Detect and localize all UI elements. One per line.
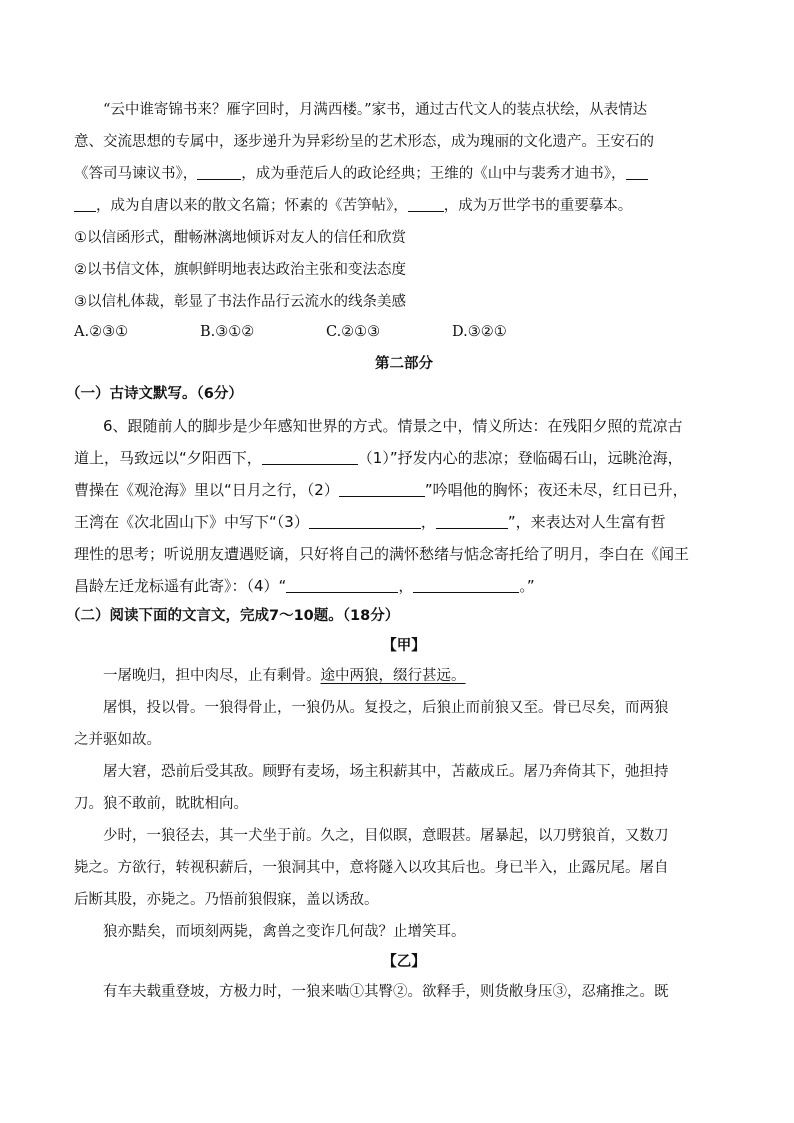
text-segment: ”吟唱他的胸怀；夜还未尽，红日已升， (424, 481, 688, 499)
answer-blank-1 (262, 450, 358, 465)
option-c: C.②①③ (326, 324, 381, 340)
text-segment: 。” (519, 577, 535, 595)
yi-paragraph-1: 有车夫载重登坡，方极力时，一狼来啮①其臀②。欲释手，则货敝身压③，忍痛推之。既 (103, 984, 669, 1000)
text-segment: 一屠晚归，担中肉尽，止有剩骨。 (103, 668, 321, 684)
jia-paragraph-2-line-1: 屠惧，投以骨。一狼得骨止，一狼仍从。复投之，后狼止而前狼又至。骨已尽矣，而两狼 (103, 700, 669, 716)
section1-title: （一）古诗文默写。（6分） (66, 386, 243, 402)
underlined-sentence: 途中两狼，缀行甚远。 (320, 668, 466, 684)
answer-blank-4b (413, 578, 519, 593)
q5-item-2: ②以书信文体，旗帜鲜明地表达政治主张和变法态度 (74, 262, 406, 278)
q6-line-6 (74, 576, 734, 596)
q5-paragraph-line-2: 意、交流思想的专属中，逐步递升为异彩纷呈的艺术形态，成为瑰丽的文化遗产。王安石的 (74, 134, 654, 150)
option-b: B.③①② (200, 324, 255, 340)
answer-blank (197, 165, 241, 180)
q6-line-2 (74, 448, 734, 468)
q6-line-4 (74, 512, 734, 532)
text-segment: 曹操在《观沧海》里以“日月之行，（2） (74, 481, 339, 499)
q6-line-5: 理性的思考；听说朋友遭遇贬谪，只好将自己的满怀愁绪与惦念寄托给了明月，李白在《闻王 (74, 545, 690, 563)
q5-paragraph-line-1: “云中谁寄锦书来？雁字回时，月满西楼。”家书，通过古代文人的装点状绘，从表情达 (103, 102, 648, 118)
jia-paragraph-4-line-3: 后断其股，亦毙之。乃悟前狼假寐，盖以诱敌。 (74, 892, 379, 908)
q6-line-3 (74, 480, 734, 500)
yi-title: 【乙】 (382, 954, 426, 970)
jia-paragraph-2-line-2: 之并驱如故。 (74, 732, 161, 748)
q5-item-1: ①以信函形式，酣畅淋漓地倾诉对友人的信任和欣赏 (74, 230, 406, 246)
jia-paragraph-4-line-2: 毙之。方欲行，转视积薪后，一狼洞其中，意将隧入以攻其后也。身已半入，止露尻尾。屠自 (74, 860, 669, 876)
text-segment: ，成为垂范后人的政论经典；王维的《山中与裴秀才迪书》， (241, 166, 626, 182)
answer-blank-2 (339, 482, 425, 497)
text-segment: 道上，马致远以“夕阳西下， (74, 449, 262, 467)
part2-title: 第二部分 (375, 356, 433, 372)
jia-paragraph-1 (74, 666, 734, 686)
answer-blank-3b (436, 514, 508, 529)
q5-paragraph-line-4 (74, 196, 734, 216)
text-segment: ， (398, 577, 414, 595)
option-d: D.③②① (452, 324, 507, 340)
jia-paragraph-3-line-2: 刀。狼不敢前，眈眈相向。 (74, 796, 248, 812)
text-segment: ”，来表达对人生富有哲 (507, 513, 666, 531)
jia-title: 【甲】 (382, 638, 426, 654)
text-segment: 王湾在《次北固山下》中写下“（3） (74, 513, 309, 531)
text-segment: 《答司马谏议书》， (74, 166, 198, 182)
text-segment: ，成为自唐以来的散文名篇；怀素的《苦笋帖》， (96, 198, 408, 214)
text-segment: ，成为万世学书的重要摹本。 (443, 198, 633, 214)
answer-blank (626, 165, 648, 180)
jia-paragraph-3-line-1: 屠大窘，恐前后受其敌。顾野有麦场，场主积薪其中，苫蔽成丘。屠乃奔倚其下，弛担持 (103, 764, 669, 780)
text-segment: ， (420, 513, 436, 531)
jia-paragraph-5: 狼亦黠矣，而顷刻两毙，禽兽之变诈几何哉？止增笑耳。 (103, 924, 466, 940)
jia-paragraph-4-line-1: 少时，一狼径去，其一犬坐于前。久之，目似瞑，意暇甚。屠暴起，以刀劈狼首，又数刀 (103, 828, 669, 844)
q5-item-3: ③以信札体裁，彰显了书法作品行云流水的线条美感 (74, 294, 406, 310)
section2-title: （二）阅读下面的文言文，完成7～10题。（18分） (66, 608, 400, 624)
answer-blank (74, 197, 96, 212)
q6-line-1: 6、跟随前人的脚步是少年感知世界的方式。情景之中，情义所达：在残阳夕照的荒凉古 (103, 417, 683, 435)
q5-options (74, 322, 734, 342)
answer-blank-4a (286, 578, 398, 593)
text-segment: （1）”抒发内心的悲凉；登临碣石山，远眺沧海， (357, 449, 683, 467)
option-a: A.②③① (74, 324, 129, 340)
answer-blank-3a (309, 514, 421, 529)
answer-blank (408, 197, 444, 212)
text-segment: 昌龄左迁龙标遥有此寄》：（4）“ (74, 577, 287, 595)
q5-paragraph-line-3 (74, 164, 734, 184)
